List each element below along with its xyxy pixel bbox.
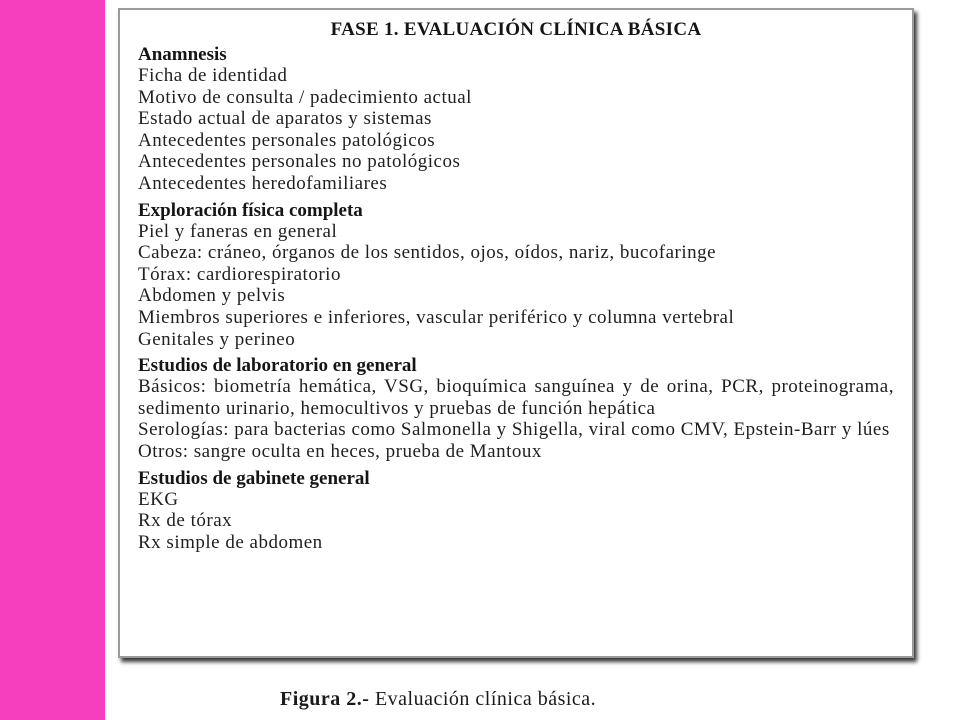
pink-side-stripe (0, 0, 105, 720)
list-item: EKG (138, 488, 179, 510)
list-item: Básicos: biometría hemática, VSG, bioquímica sanguínea y de orina, PCR, proteinograma, sedimento urinario, hemocultivos y pruebas de función hepática (138, 376, 894, 419)
list-item: Estado actual de aparatos y sistemas (138, 108, 432, 130)
list-item: Antecedentes heredofamiliares (138, 172, 388, 194)
section-heading: Anamnesis (138, 44, 227, 65)
figure-caption (280, 688, 596, 711)
list-item: Rx simple de abdomen (138, 531, 323, 553)
list-item: Genitales y perineo (138, 328, 296, 350)
list-item: Tórax: cardiorespiratorio (138, 263, 341, 285)
section-lab-studies (138, 355, 894, 462)
section-physical-exam (138, 200, 894, 351)
section-heading: Estudios de gabinete general (138, 467, 370, 489)
list-item: Miembros superiores e inferiores, vascular periférico y columna vertebral (138, 306, 735, 328)
list-item: Rx de tórax (138, 510, 233, 532)
caption-text: Evaluación clínica básica. (374, 688, 597, 710)
caption-label: Figura 2.- (280, 688, 370, 710)
table-title: FASE 1. EVALUACIÓN CLÍNICA BÁSICA (330, 19, 702, 40)
section-imaging-studies (138, 468, 894, 554)
section-heading: Estudios de laboratorio en general (138, 355, 417, 377)
list-item: Motivo de consulta / padecimiento actual (138, 86, 472, 108)
list-item: Ficha de identidad (138, 65, 288, 86)
list-item: Otros: sangre oculta en heces, prueba de Mantoux (138, 440, 542, 462)
list-item: Antecedentes personales patológicos (138, 129, 436, 151)
list-item: Piel y faneras en general (138, 220, 338, 242)
list-item: Serologías: para bacterias como Salmonella y Shigella, viral como CMV, Epstein-Barr y lúes (138, 419, 890, 441)
clinical-evaluation-table (118, 8, 914, 658)
section-heading: Exploración física completa (138, 199, 363, 221)
section-anamnesis (138, 44, 894, 195)
list-item: Antecedentes personales no patológicos (138, 151, 461, 173)
list-item: Abdomen y pelvis (138, 285, 286, 307)
list-item: Cabeza: cráneo, órganos de los sentidos, ojos, oídos, nariz, bucofaringe (138, 242, 717, 264)
